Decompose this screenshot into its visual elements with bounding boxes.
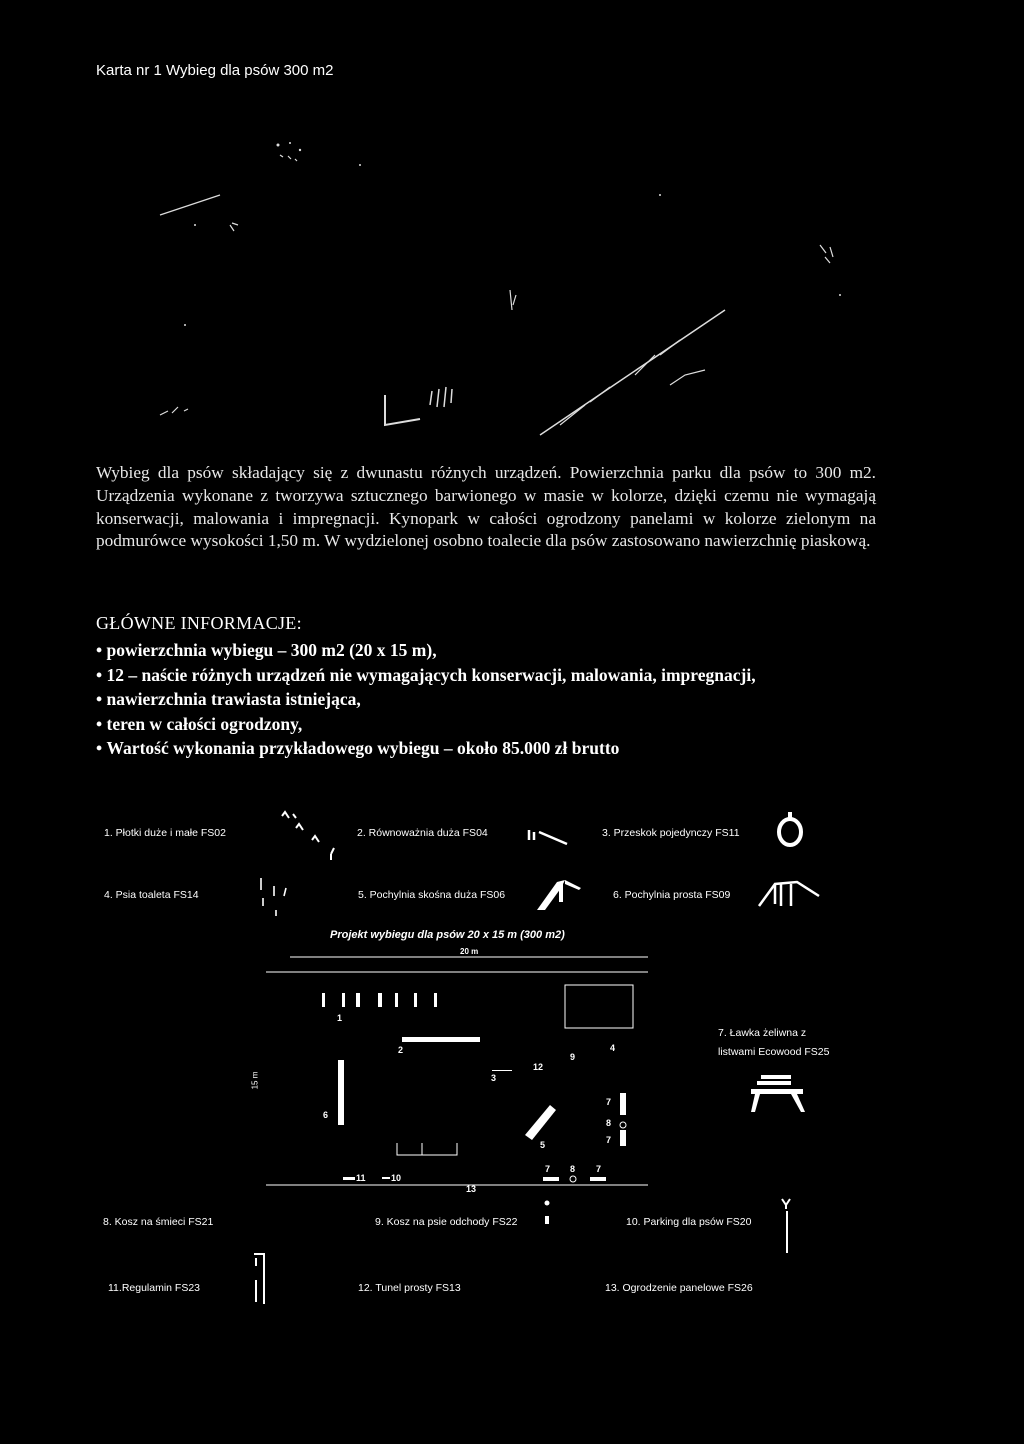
photo-fence-line [160, 195, 220, 215]
dog-waste-bin-icon [540, 1198, 554, 1228]
plan-marker-5: 5 [540, 1140, 546, 1150]
equipment-label-balance-beam: 2. Równoważnia duża FS04 [357, 827, 488, 839]
plan-marker-8b: 8 [570, 1164, 576, 1174]
plan-toilet-area [565, 985, 633, 1028]
plan-marker-12: 12 [533, 1062, 544, 1072]
plan-marker-3: 3 [491, 1073, 497, 1083]
plan-marker-1: 1 [337, 1013, 343, 1023]
info-item-surface: • nawierzchnia trawiasta istniejąca, [96, 687, 756, 712]
info-item-cost: • Wartość wykonania przykładowego wybiegu – około 85.000 zł brutto [96, 736, 756, 761]
equipment-label-hurdles: 1. Płotki duże i małe FS02 [104, 827, 226, 839]
plan-marker-11: 11 [356, 1173, 366, 1183]
info-item-fencing: • teren w całości ogrodzony, [96, 712, 756, 737]
description-paragraph: Wybieg dla psów składający się z dwunastu różnych urządzeń. Powierzchnia parku dla psów to 300 m2. Urządzenia wykonane z tworzywa sztucznego barwionego w masie w kolorze, dzięki czemu nie wymagają konserwacji, malowania i impregnacji. Kynopark w całości ogrodzony panelami w kolorze zielonym na podmurówce wysokości 1,50 m. W wydzielonej osobno toalecie dla psów zastosowano nawierzchnię piaskową. [96, 463, 876, 551]
info-heading: GŁÓWNE INFORMACJE: [96, 613, 302, 633]
plan-inclined-ramp [525, 1105, 556, 1140]
dog-park-photo [100, 95, 930, 455]
plan-marker-7b: 7 [606, 1135, 612, 1145]
plan-balance-beam [402, 1037, 480, 1042]
info-list [96, 638, 756, 761]
equipment-label-panel-fence: 13. Ogrodzenie panelowe FS26 [605, 1282, 753, 1294]
plan-marker-10: 10 [391, 1173, 402, 1183]
equipment-label-bench-line2: listwami Ecowood FS25 [718, 1046, 830, 1058]
plan-height-label: 15 m [250, 1071, 260, 1090]
inclined-ramp-icon [535, 874, 585, 914]
plan-marker-7d: 7 [596, 1164, 602, 1174]
equipment-label-trash-bin: 8. Kosz na śmieci FS21 [103, 1216, 214, 1228]
plan-title: Projekt wybiegu dla psów 20 x 15 m (300 m2) [330, 929, 565, 941]
plan-marker-8a: 8 [606, 1118, 612, 1128]
equipment-label-bench-line1: 7. Ławka żeliwna z [718, 1027, 807, 1039]
hoop-jump-icon [773, 810, 807, 850]
plan-tunnel [397, 1143, 457, 1155]
plan-marker-13: 13 [466, 1184, 477, 1194]
regulations-board-icon [250, 1252, 276, 1308]
equipment-label-dog-parking: 10. Parking dla psów FS20 [626, 1216, 752, 1228]
plan-ramp [338, 1060, 344, 1125]
plan-marker-4: 4 [610, 1043, 616, 1053]
plan-marker-7c: 7 [545, 1164, 551, 1174]
equipment-label-dog-waste-bin: 9. Kosz na psie odchody FS22 [375, 1216, 518, 1228]
equipment-label-tunnel: 12. Tunel prosty FS13 [358, 1282, 461, 1294]
equipment-label-dog-toilet: 4. Psia toaleta FS14 [104, 889, 199, 901]
plan-marker-2: 2 [398, 1045, 404, 1055]
equipment-label-hoop-jump: 3. Przeskok pojedynczy FS11 [602, 827, 740, 839]
plan-marker-6: 6 [323, 1110, 329, 1120]
equipment-label-inclined-ramp: 5. Pochylnia skośna duża FS06 [358, 889, 506, 901]
equipment-label-regulations: 11.Regulamin FS23 [108, 1282, 201, 1294]
plan-width-label: 20 m [460, 947, 479, 956]
hurdles-icon [276, 806, 346, 861]
equipment-label-straight-ramp: 6. Pochylnia prosta FS09 [613, 889, 731, 901]
dog-toilet-icon [256, 876, 296, 920]
balance-beam-icon [527, 818, 572, 848]
dog-parking-icon [778, 1195, 796, 1255]
plan-marker-9: 9 [570, 1052, 576, 1062]
plan-marker-7a: 7 [606, 1097, 612, 1107]
bench-icon [747, 1073, 809, 1121]
info-item-area: • powierzchnia wybiegu – 300 m2 (20 x 15 m), [96, 638, 756, 663]
straight-ramp-icon [757, 876, 823, 912]
card-title: Karta nr 1 Wybieg dla psów 300 m2 [96, 62, 334, 79]
info-item-equipment: • 12 – naście różnych urządzeń nie wymagających konserwacji, malowania, impregnacji, [96, 663, 756, 688]
